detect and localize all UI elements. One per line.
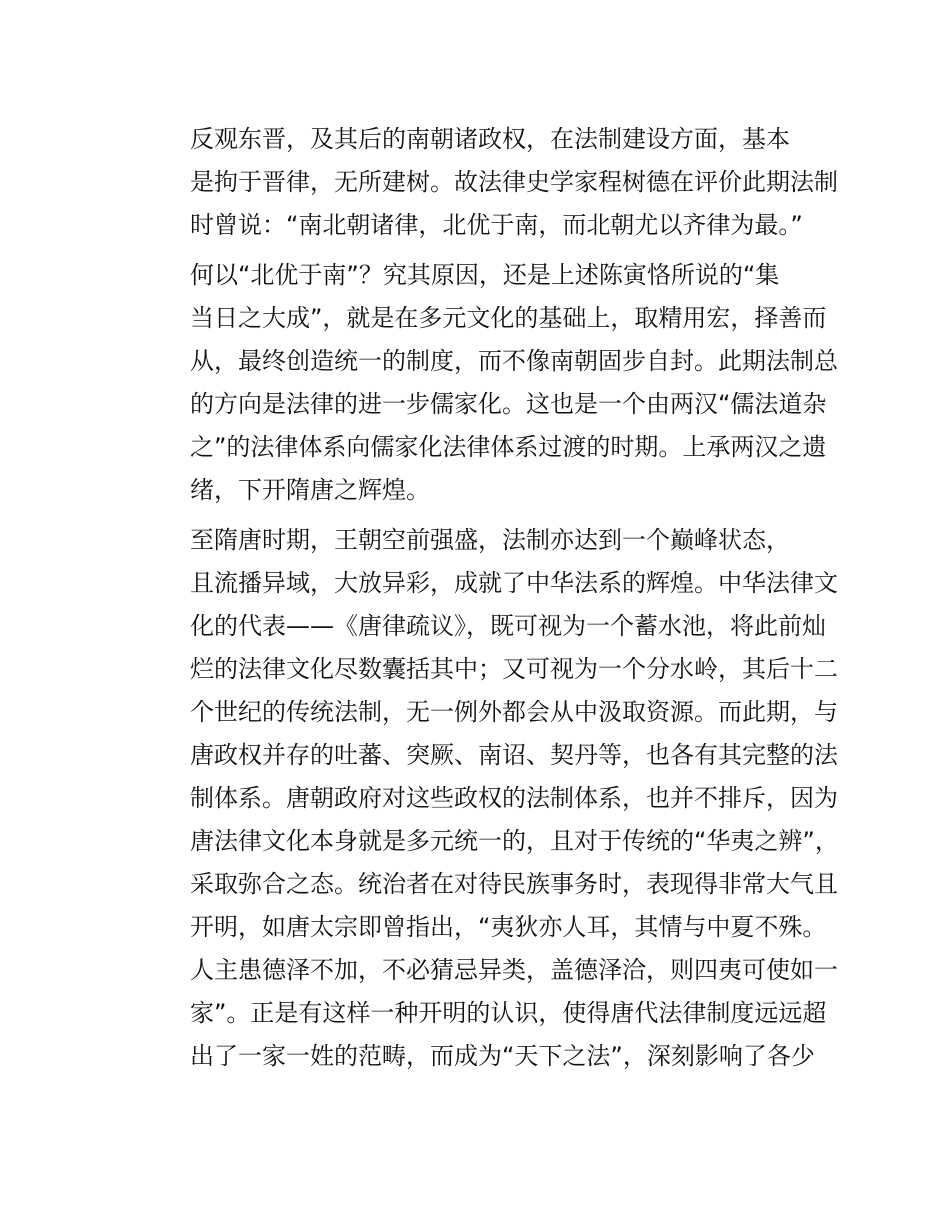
text-line: 制体系。唐朝政府对这些政权的法制体系，也并不排斥，因为 — [190, 784, 838, 812]
text-line: 出了一家一姓的范畴，而成为“天下之法”，深刻影响了各少 — [190, 1042, 815, 1070]
text-line: 的方向是法律的进一步儒家化。这也是一个由两汉“儒法道杂 — [190, 390, 827, 418]
text-line: 采取弥合之态。统治者在对待民族事务时，表现得非常大气且 — [190, 870, 838, 898]
paragraph-3 — [142, 519, 839, 1078]
text-line: 个世纪的传统法制，无一例外都会从中汲取资源。而此期，与 — [190, 698, 838, 726]
text-line: 之”的法律体系向儒家化法律体系过渡的时期。上承两汉之遗 — [190, 433, 827, 461]
text-line: 唐法律文化本身就是多元统一的，且对于传统的“华夷之辨”， — [190, 827, 839, 855]
text-line: 且流播异域，大放异彩，成就了中华法系的辉煌。中华法律文 — [190, 569, 838, 597]
text-line: 家”。正是有这样一种开明的认识，使得唐代法律制度远远超 — [190, 999, 827, 1027]
paragraph-1 — [142, 118, 838, 247]
text-line: 人主患德泽不加，不必猜忌异类，盖德泽洽，则四夷可使如一 — [190, 956, 838, 984]
text-line: 烂的法律文化尽数囊括其中；又可视为一个分水岭，其后十二 — [190, 655, 838, 683]
text-line: 化的代表——《唐律疏议》，既可视为一个蓄水池，将此前灿 — [190, 612, 826, 640]
text-line: 开明，如唐太宗即曾指出，“夷狄亦人耳，其情与中夏不殊。 — [190, 913, 827, 941]
text-line: 从，最终创造统一的制度，而不像南朝固步自封。此期法制总 — [190, 347, 838, 375]
text-line: 是拘于晋律，无所建树。故法律史学家程树德在评价此期法制 — [190, 168, 838, 196]
text-line: 当日之大成”，就是在多元文化的基础上，取精用宏，择善而 — [190, 304, 827, 332]
text-line: 时曾说：“南北朝诸律，北优于南，而北朝尤以齐律为最。” — [190, 211, 803, 239]
body-text — [142, 118, 839, 1078]
text-line: 何以“北优于南”？究其原因，还是上述陈寅恪所说的“集 — [190, 261, 780, 289]
text-line: 唐政权并存的吐蕃、突厥、南诏、契丹等，也各有其完整的法 — [190, 741, 838, 769]
text-line: 反观东晋，及其后的南朝诸政权，在法制建设方面，基本 — [190, 125, 790, 153]
text-line: 绪，下开隋唐之辉煌。 — [190, 476, 430, 504]
paragraph-2 — [142, 254, 838, 512]
text-line: 至隋唐时期，王朝空前强盛，法制亦达到一个巅峰状态， — [190, 526, 790, 554]
